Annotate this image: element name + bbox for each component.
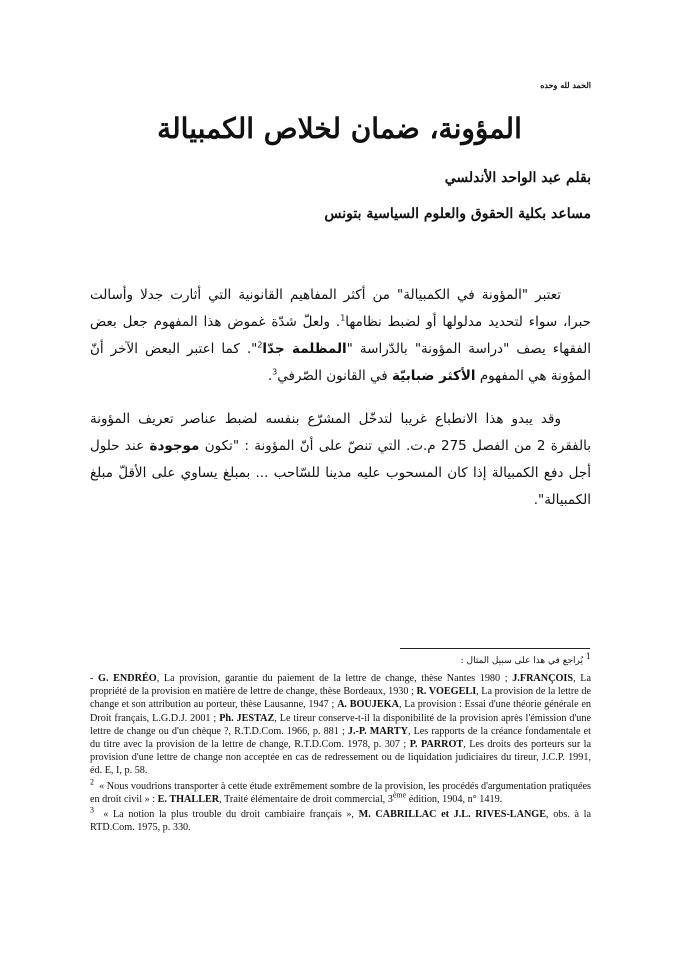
footnote-3-number: 3 xyxy=(90,805,94,815)
footnotes xyxy=(90,672,591,834)
paragraph-1-text-b: . ولعلّ شدّة غموض هذا المفهوم جعل بعض الفقهاء يصف "دراسة المؤونة" بالدّراسة " xyxy=(90,314,591,357)
footnote-divider xyxy=(400,648,590,649)
footnote-2-number: 2 xyxy=(90,777,94,787)
footnote-1-reference xyxy=(90,673,512,684)
footnote-1-reference-text: , La propriété de la provision en matière de lettre de change, thèse Bordeaux, 1930 ; xyxy=(90,673,591,698)
footnote-1-reference-prefix: - xyxy=(90,673,99,684)
footnote-1-reference-author: Ph. JESTAZ xyxy=(219,712,275,724)
paragraph-1 xyxy=(90,282,591,390)
footnote-ref-3: 3 xyxy=(272,367,278,377)
footnote-1-number: 1 xyxy=(585,652,591,661)
footnote-1-reference-text: , La provision : Essai d'une théorie générale en Droit français, L.G.D.J. 2001 ; xyxy=(90,699,591,724)
paragraph-1-text-c: ". كما اعتبر البعض الآخر أنّ المؤونة هي المفهوم xyxy=(90,341,591,384)
paragraph-1-text-d: في القانون الصّرفي xyxy=(277,368,392,384)
paragraph-2-text-b: عند حلول أجل دفع الكمبيالة إذا كان المسحوب عليه مدينا للسّاحب ... بمبلغ يساوي على الأقلّ مبلغ الكمبيالة". xyxy=(90,438,591,508)
article-title: المؤونة، ضمان لخلاص الكمبيالة xyxy=(157,112,522,145)
footnote-1-reference-author: R. VOEGELI xyxy=(416,686,477,698)
footnote-2-text-b: édition, 1904, n° 1419. xyxy=(406,793,503,805)
footnote-1-references xyxy=(90,672,591,778)
footnote-2 xyxy=(90,777,591,806)
footnote-ref-2: 2 xyxy=(257,340,263,350)
paragraph-1-bold-1: المظلمة جدّا xyxy=(262,341,347,357)
author-line: بقلم عبد الواحد الأندلسي xyxy=(444,170,591,186)
paragraph-2-text-a: وقد يبدو هذا الانطباع غريبا لتدخّل المشرّع بنفسه لضبط عناصر تعريف المؤونة بالفقرة 2 من الفصل 275 م.ت. التي تنصّ على أنّ المؤونة : "تكون xyxy=(90,411,591,454)
header-note: الحمد لله وحده xyxy=(540,80,591,90)
footnote-3-quote: « La notion la plus trouble du droit cambiaire français », xyxy=(103,809,359,821)
author-affiliation: مساعد بكلية الحقوق والعلوم السياسية بتونس xyxy=(324,206,591,222)
footnote-3-author: M. CABRILLAC et J.L. RIVES-LANGE xyxy=(358,809,547,821)
article-body xyxy=(90,282,591,530)
footnote-2-quote: « Nous voudrions transporter à cette étude extrêmement sombre de la provision, les procédés d'argumentation pratiquées en droit civil » : xyxy=(90,780,591,805)
paragraph-1-text-a: تعتبر "المؤونة في الكمبيالة" من أكثر المفاهيم القانونية التي أثارت جدلا وأسالت حبرا، سواء لتحديد مدلولها أو لضبط نظامها xyxy=(90,287,591,330)
footnote-2-author: E. THALLER xyxy=(157,793,220,805)
footnote-1-reference-text: , La provision de la lettre de change et son attribution au porteur, thèse Lausanne, 1947 ; xyxy=(90,686,592,711)
footnote-2-text-a: , Traité élémentaire de droit commercial, 3 xyxy=(219,793,393,805)
footnote-1-reference-author: J.FRANÇOIS xyxy=(512,673,574,684)
footnote-1-reference-text: , Les droits des porteurs sur la provision d'une lettre de change non acceptée en cas de redressement ou de liquidation judiciaires du tireur, J.C.P. 1991, éd. E, I, p. 58. xyxy=(90,739,592,777)
footnote-1-reference-text: , Les rapports de la créance fondamentale et du titre avec la provision de la lettre de change, R.T.D.Com. 1978, p. 307 ; xyxy=(90,725,591,751)
paragraph-2 xyxy=(90,406,591,514)
footnote-1-reference-author: A. BOUJEKA xyxy=(337,699,399,711)
footnote-1-reference-author: P. PARROT xyxy=(409,739,464,751)
footnote-1-reference-text: , Le tireur conserve-t-il la disponibilité de la provision après l'émission d'une lettre de change ou d'un chèque ?, R.T.D.Com. 1966, p. 881 ; xyxy=(90,712,591,737)
paragraph-1-text-e: . xyxy=(267,368,273,384)
paragraph-2-bold-1: موجودة xyxy=(149,438,200,454)
footnote-1-reference-author: G. ENDRÉO xyxy=(98,673,157,684)
footnote-1-reference-author: J.-P. MARTY xyxy=(347,725,408,737)
footnote-1-lead-text: يُراجع في هذا على سبيل المثال : xyxy=(460,656,584,666)
footnote-1-reference-text: , La provision, garantie du paiement de la lettre de change, thèse Nantes 1980 ; xyxy=(156,673,513,684)
footnote-ref-1: 1 xyxy=(340,313,346,323)
footnote-2-sup: ème xyxy=(392,790,407,800)
footnote-3-text: , obs. à la RTD.Com. 1975, p. 330. xyxy=(90,809,592,834)
footnote-1-lead xyxy=(460,652,591,666)
paragraph-1-bold-2: الأكثر ضبابيّة xyxy=(392,368,476,384)
footnote-3 xyxy=(90,805,592,834)
